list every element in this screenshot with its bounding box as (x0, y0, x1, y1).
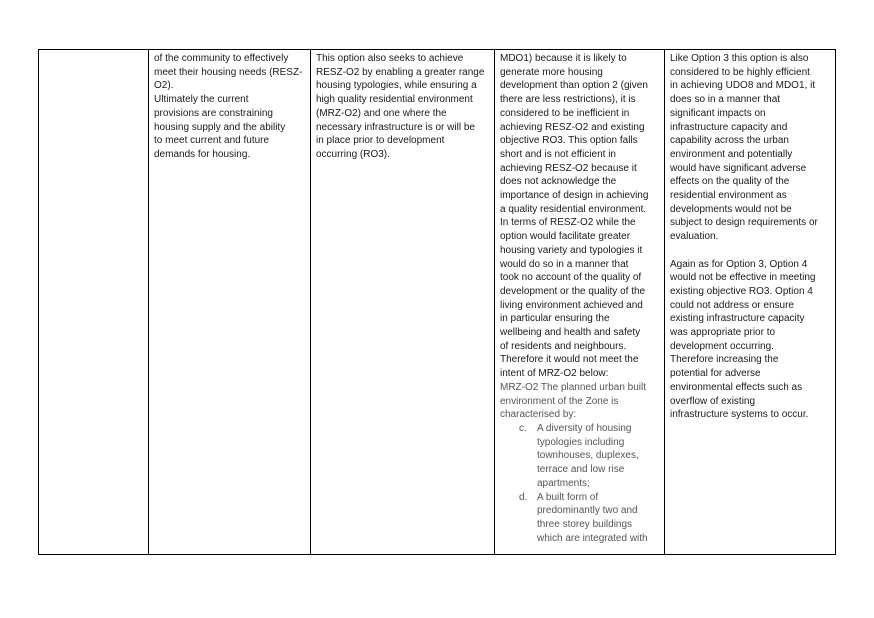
text-line: was appropriate prior to (670, 327, 776, 339)
text-line: importance of design in achieving (500, 190, 649, 202)
text-line: developments would not be (670, 203, 792, 215)
text-line: occurring (RO3). (316, 148, 390, 160)
table-cell-col4 (495, 50, 665, 555)
col2-paragraph (154, 52, 306, 162)
list-marker: d. (519, 491, 528, 503)
text-line: would do so in a manner that (500, 258, 629, 270)
list-item (500, 491, 660, 546)
text-line: evaluation. (670, 231, 719, 243)
text-line: existing infrastructure capacity (670, 313, 805, 325)
text-line: achieving RESZ-O2 and existing (500, 121, 645, 133)
text-line: three storey buildings (537, 518, 633, 530)
text-line: in particular ensuring the (500, 313, 610, 325)
text-line: meet their housing needs (RESZ- (154, 66, 303, 78)
text-line: predominantly two and (537, 505, 638, 517)
text-line: subject to design requirements or (670, 217, 818, 229)
text-line: overflow of existing (670, 395, 756, 407)
text-line: infrastructure systems to occur. (670, 409, 809, 421)
text-line: short and is not efficient in (500, 148, 616, 160)
text-line: option would facilitate greater (500, 231, 631, 243)
text-line: to meet current and future (154, 135, 270, 147)
text-line: RESZ-O2 by enabling a greater range (316, 66, 485, 78)
text-line: development occurring. (670, 340, 774, 352)
table-cell-col5 (665, 50, 836, 555)
text-line: achieving RESZ-O2 because it (500, 162, 637, 174)
text-line: development or the quality of the (500, 285, 646, 297)
text-line: characterised by: (500, 409, 577, 421)
text-line: would have significant adverse (670, 162, 807, 174)
text-line: Therefore increasing the (670, 354, 779, 366)
col5-paragraph-2 (670, 258, 831, 422)
text-line: This option also seeks to achieve (316, 53, 464, 64)
text-line: took no account of the quality of (500, 272, 642, 284)
table-cell-col2 (149, 50, 311, 555)
text-line: necessary infrastructure is or will be (316, 121, 475, 133)
options-evaluation-table (38, 49, 836, 555)
table-cell-col3 (311, 50, 495, 555)
text-line: typologies including (537, 436, 625, 448)
text-line: townhouses, duplexes, (537, 450, 639, 462)
text-line: residential environment as (670, 190, 787, 202)
objective-list (500, 422, 660, 545)
text-line: existing objective RO3. Option 4 (670, 285, 813, 297)
text-line: Again as for Option 3, Option 4 (670, 258, 808, 270)
text-line: Ultimately the current (154, 94, 249, 106)
text-line: environment of the Zone is (500, 395, 619, 407)
text-line: housing supply and the ability (154, 121, 286, 133)
text-line: generate more housing (500, 66, 603, 78)
table-cell-col1 (39, 50, 149, 555)
text-line: In terms of RESZ-O2 while the (500, 217, 636, 229)
text-line: apartments; (537, 477, 590, 489)
text-line: there are less restrictions), it is (500, 94, 636, 106)
paragraph-spacer (670, 244, 831, 258)
text-line: a quality residential environment. (500, 203, 647, 215)
text-line: of the community to effectively (154, 53, 289, 64)
text-line: in place prior to development (316, 135, 445, 147)
text-line: A built form of (537, 491, 599, 503)
text-line: environmental effects such as (670, 381, 803, 393)
text-line: considered to be inefficient in (500, 107, 630, 119)
text-line: does so in a manner that (670, 94, 781, 106)
text-line: could not address or ensure (670, 299, 794, 311)
text-line: which are integrated with (537, 532, 648, 544)
text-line: housing typologies, while ensuring a (316, 80, 477, 92)
text-line: O2). (154, 80, 174, 92)
text-line: significant impacts on (670, 107, 766, 119)
text-line: objective RO3. This option falls (500, 135, 638, 147)
text-line: infrastructure capacity and (670, 121, 788, 133)
mrz-o2-quote (500, 381, 660, 545)
text-line: MDO1) because it is likely to (500, 53, 627, 64)
text-line: housing variety and typologies it (500, 244, 643, 256)
text-line: of residents and neighbours. (500, 340, 627, 352)
text-line: provisions are constraining (154, 107, 273, 119)
text-line: environment and potentially (670, 148, 793, 160)
text-line: Therefore it would not meet the (500, 354, 639, 366)
text-line: considered to be highly efficient (670, 66, 810, 78)
text-line: capability across the urban (670, 135, 789, 147)
list-item (500, 422, 660, 491)
list-marker: c. (519, 422, 527, 434)
text-line: does not acknowledge the (500, 176, 617, 188)
text-line: living environment achieved and (500, 299, 643, 311)
text-line: wellbeing and health and safety (500, 327, 641, 339)
text-line: demands for housing. (154, 148, 251, 160)
text-line: effects on the quality of the (670, 176, 790, 188)
text-line: intent of MRZ-O2 below: (500, 368, 609, 380)
text-line: Like Option 3 this option is also (670, 53, 809, 64)
text-line: MRZ-O2 The planned urban built (500, 381, 647, 393)
text-line: in achieving UDO8 and MDO1, it (670, 80, 816, 92)
col3-paragraph (316, 52, 490, 162)
text-line: (MRZ-O2) and one where the (316, 107, 447, 119)
text-line: development than option 2 (given (500, 80, 648, 92)
text-line: A diversity of housing (537, 422, 632, 434)
col4-paragraph (500, 52, 660, 381)
col5-paragraph-1 (670, 52, 831, 244)
text-line: would not be effective in meeting (670, 272, 816, 284)
table-row (39, 50, 836, 555)
text-line: high quality residential environment (316, 94, 473, 106)
text-line: potential for adverse (670, 368, 761, 380)
text-line: terrace and low rise (537, 464, 625, 476)
